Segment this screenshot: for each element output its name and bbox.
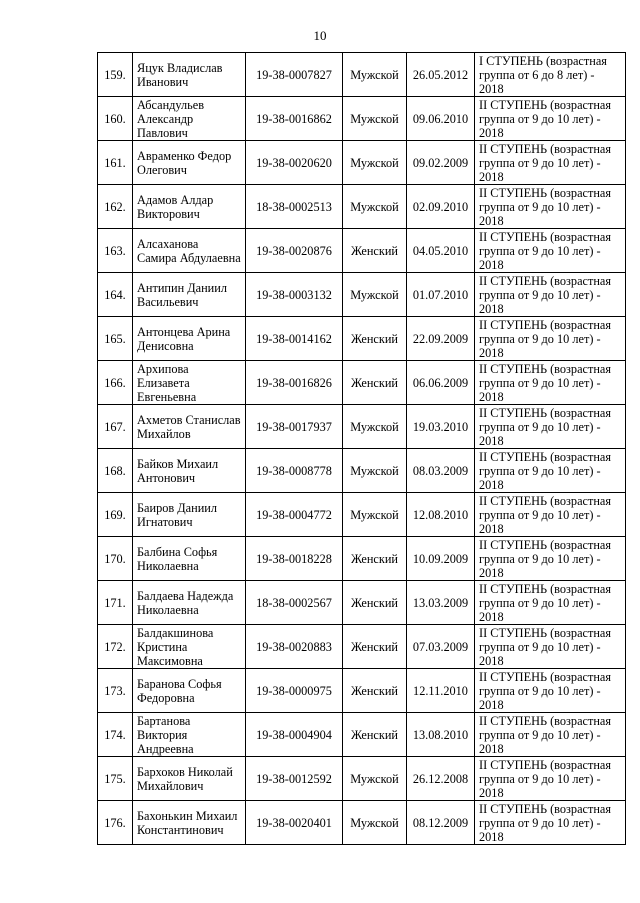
gender-cell: Мужской	[343, 185, 407, 229]
gto-level-cell: II СТУПЕНЬ (возрастная группа от 9 до 10 лет) - 2018	[475, 185, 626, 229]
gender-cell: Мужской	[343, 97, 407, 141]
table-row	[98, 273, 626, 317]
gto-level-cell: II СТУПЕНЬ (возрастная группа от 9 до 10 лет) - 2018	[475, 273, 626, 317]
uin-code-cell: 19-38-0020883	[246, 625, 343, 669]
gto-level-cell: I СТУПЕНЬ (возрастная группа от 6 до 8 лет) - 2018	[475, 53, 626, 97]
participant-name-cell: Антонцева Арина Денисовна	[133, 317, 246, 361]
table-row	[98, 537, 626, 581]
participant-name-cell: Балдакшинова Кристина Максимовна	[133, 625, 246, 669]
gto-level-cell: II СТУПЕНЬ (возрастная группа от 9 до 10 лет) - 2018	[475, 713, 626, 757]
gender-cell: Женский	[343, 625, 407, 669]
uin-code-cell: 19-38-0020876	[246, 229, 343, 273]
table-row	[98, 185, 626, 229]
birth-date-cell: 12.11.2010	[407, 669, 475, 713]
participant-name-cell: Балдаева Надежда Николаевна	[133, 581, 246, 625]
gto-level-cell: II СТУПЕНЬ (возрастная группа от 9 до 10 лет) - 2018	[475, 361, 626, 405]
participant-name-cell: Баиров Даниил Игнатович	[133, 493, 246, 537]
table-row	[98, 449, 626, 493]
birth-date-cell: 19.03.2010	[407, 405, 475, 449]
uin-code-cell: 19-38-0020401	[246, 801, 343, 845]
table-row	[98, 625, 626, 669]
gender-cell: Женский	[343, 537, 407, 581]
gto-level-cell: II СТУПЕНЬ (возрастная группа от 9 до 10 лет) - 2018	[475, 405, 626, 449]
uin-code-cell: 19-38-0016862	[246, 97, 343, 141]
row-number-cell: 172.	[98, 625, 133, 669]
table-row	[98, 669, 626, 713]
table-row	[98, 229, 626, 273]
participant-name-cell: Баранова Софья Федоровна	[133, 669, 246, 713]
row-number-cell: 169.	[98, 493, 133, 537]
gender-cell: Женский	[343, 669, 407, 713]
gender-cell: Мужской	[343, 493, 407, 537]
gto-level-cell: II СТУПЕНЬ (возрастная группа от 9 до 10 лет) - 2018	[475, 801, 626, 845]
participant-name-cell: Авраменко Федор Олегович	[133, 141, 246, 185]
row-number-cell: 165.	[98, 317, 133, 361]
row-number-cell: 163.	[98, 229, 133, 273]
uin-code-cell: 18-38-0002567	[246, 581, 343, 625]
birth-date-cell: 06.06.2009	[407, 361, 475, 405]
table-row	[98, 713, 626, 757]
gto-level-cell: II СТУПЕНЬ (возрастная группа от 9 до 10 лет) - 2018	[475, 625, 626, 669]
uin-code-cell: 19-38-0007827	[246, 53, 343, 97]
participants-table-body	[98, 53, 626, 845]
table-row	[98, 97, 626, 141]
gender-cell: Мужской	[343, 405, 407, 449]
participant-name-cell: Ахметов Станислав Михайлов	[133, 405, 246, 449]
uin-code-cell: 19-38-0017937	[246, 405, 343, 449]
uin-code-cell: 19-38-0004772	[246, 493, 343, 537]
birth-date-cell: 26.05.2012	[407, 53, 475, 97]
uin-code-cell: 19-38-0004904	[246, 713, 343, 757]
gender-cell: Женский	[343, 361, 407, 405]
gto-level-cell: II СТУПЕНЬ (возрастная группа от 9 до 10 лет) - 2018	[475, 581, 626, 625]
birth-date-cell: 02.09.2010	[407, 185, 475, 229]
birth-date-cell: 08.12.2009	[407, 801, 475, 845]
participant-name-cell: Байков Михаил Антонович	[133, 449, 246, 493]
uin-code-cell: 19-38-0003132	[246, 273, 343, 317]
row-number-cell: 167.	[98, 405, 133, 449]
uin-code-cell: 19-38-0008778	[246, 449, 343, 493]
gto-level-cell: II СТУПЕНЬ (возрастная группа от 9 до 10 лет) - 2018	[475, 141, 626, 185]
participant-name-cell: Бахонькин Михаил Константинович	[133, 801, 246, 845]
uin-code-cell: 19-38-0012592	[246, 757, 343, 801]
birth-date-cell: 08.03.2009	[407, 449, 475, 493]
table-row	[98, 361, 626, 405]
gender-cell: Мужской	[343, 449, 407, 493]
row-number-cell: 166.	[98, 361, 133, 405]
participant-name-cell: Бархоков Николай Михайлович	[133, 757, 246, 801]
gto-level-cell: II СТУПЕНЬ (возрастная группа от 9 до 10 лет) - 2018	[475, 317, 626, 361]
table-row	[98, 53, 626, 97]
row-number-cell: 174.	[98, 713, 133, 757]
gto-level-cell: II СТУПЕНЬ (возрастная группа от 9 до 10 лет) - 2018	[475, 229, 626, 273]
participant-name-cell: Балбина Софья Николаевна	[133, 537, 246, 581]
row-number-cell: 175.	[98, 757, 133, 801]
participant-name-cell: Яцук Владислав Иванович	[133, 53, 246, 97]
uin-code-cell: 19-38-0016826	[246, 361, 343, 405]
birth-date-cell: 09.02.2009	[407, 141, 475, 185]
participant-name-cell: Абсандульев Александр Павлович	[133, 97, 246, 141]
gto-level-cell: II СТУПЕНЬ (возрастная группа от 9 до 10 лет) - 2018	[475, 537, 626, 581]
uin-code-cell: 19-38-0020620	[246, 141, 343, 185]
birth-date-cell: 13.03.2009	[407, 581, 475, 625]
uin-code-cell: 19-38-0018228	[246, 537, 343, 581]
gender-cell: Мужской	[343, 801, 407, 845]
gto-level-cell: II СТУПЕНЬ (возрастная группа от 9 до 10 лет) - 2018	[475, 757, 626, 801]
gender-cell: Мужской	[343, 273, 407, 317]
birth-date-cell: 26.12.2008	[407, 757, 475, 801]
page-number: 10	[313, 28, 327, 43]
uin-code-cell: 19-38-0000975	[246, 669, 343, 713]
table-row	[98, 141, 626, 185]
birth-date-cell: 04.05.2010	[407, 229, 475, 273]
participant-name-cell: Адамов Алдар Викторович	[133, 185, 246, 229]
gto-level-cell: II СТУПЕНЬ (возрастная группа от 9 до 10 лет) - 2018	[475, 669, 626, 713]
participant-name-cell: Алсаханова Самира Абдулаевна	[133, 229, 246, 273]
row-number-cell: 176.	[98, 801, 133, 845]
gender-cell: Женский	[343, 317, 407, 361]
row-number-cell: 173.	[98, 669, 133, 713]
row-number-cell: 168.	[98, 449, 133, 493]
row-number-cell: 161.	[98, 141, 133, 185]
table-row	[98, 757, 626, 801]
table-row	[98, 493, 626, 537]
row-number-cell: 159.	[98, 53, 133, 97]
birth-date-cell: 01.07.2010	[407, 273, 475, 317]
row-number-cell: 170.	[98, 537, 133, 581]
gender-cell: Мужской	[343, 757, 407, 801]
participant-name-cell: Архипова Елизавета Евгеньевна	[133, 361, 246, 405]
gto-level-cell: II СТУПЕНЬ (возрастная группа от 9 до 10 лет) - 2018	[475, 449, 626, 493]
birth-date-cell: 10.09.2009	[407, 537, 475, 581]
participant-name-cell: Бартанова Виктория Андреевна	[133, 713, 246, 757]
birth-date-cell: 12.08.2010	[407, 493, 475, 537]
table-row	[98, 317, 626, 361]
row-number-cell: 171.	[98, 581, 133, 625]
table-row	[98, 801, 626, 845]
table-row	[98, 581, 626, 625]
row-number-cell: 162.	[98, 185, 133, 229]
table-row	[98, 405, 626, 449]
gto-level-cell: II СТУПЕНЬ (возрастная группа от 9 до 10 лет) - 2018	[475, 493, 626, 537]
gender-cell: Мужской	[343, 141, 407, 185]
uin-code-cell: 19-38-0014162	[246, 317, 343, 361]
birth-date-cell: 13.08.2010	[407, 713, 475, 757]
birth-date-cell: 22.09.2009	[407, 317, 475, 361]
row-number-cell: 164.	[98, 273, 133, 317]
gender-cell: Мужской	[343, 53, 407, 97]
row-number-cell: 160.	[98, 97, 133, 141]
birth-date-cell: 09.06.2010	[407, 97, 475, 141]
gender-cell: Женский	[343, 713, 407, 757]
gender-cell: Женский	[343, 229, 407, 273]
participants-table	[97, 52, 626, 845]
uin-code-cell: 18-38-0002513	[246, 185, 343, 229]
participant-name-cell: Антипин Даниил Васильевич	[133, 273, 246, 317]
gto-level-cell: II СТУПЕНЬ (возрастная группа от 9 до 10 лет) - 2018	[475, 97, 626, 141]
gender-cell: Женский	[343, 581, 407, 625]
birth-date-cell: 07.03.2009	[407, 625, 475, 669]
